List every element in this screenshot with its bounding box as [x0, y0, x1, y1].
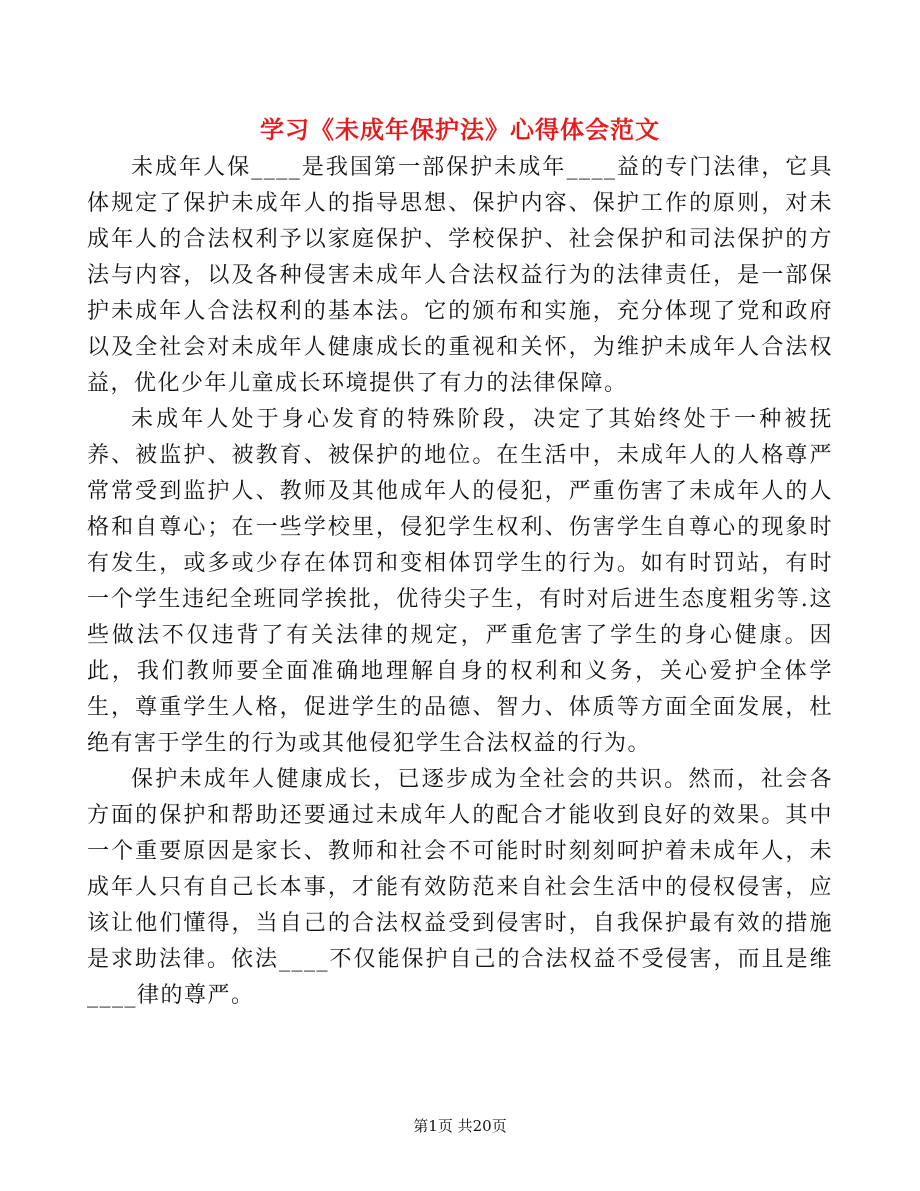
paragraph-1: 未成年人保____是我国第一部保护未成年____益的专门法律，它具体规定了保护未成年人的指导思想、保护内容、保护工作的原则，对未成年人的合法权利予以家庭保护、学校保护、社会保护和司法保护的方法与内容，以及各种侵害未成年人合法权益行为的法律责任，是一部保护未成年人合法权利的基本法。它的颁布和实施，充分体现了党和政府以及全社会对未成年人健康成长的重视和关怀，为维护未成年人合法权益，优化少年儿童成长环境提供了有力的法律保障。 — [87, 155, 833, 396]
page-number-footer: 第1页 共20页 — [413, 1117, 507, 1135]
document-body — [87, 150, 833, 1014]
document-title: 学习《未成年保护法》心得体会范文 — [260, 116, 660, 144]
paragraph-3: 保护未成年人健康成长，已逐步成为全社会的共识。然而，社会各方面的保护和帮助还要通过未成年人的配合才能收到良好的效果。其中一个重要原因是家长、教师和社会不可能时时刻刻呵护着未成年人，未成年人只有自己长本事，才能有效防范来自社会生活中的侵权侵害，应该让他们懂得，当自己的合法权益受到侵害时，自我保护最有效的措施是求助法律。依法____不仅能保护自己的合法权益不受侵害，而且是维____律的尊严。 — [87, 767, 833, 1008]
paragraph-2: 未成年人处于身心发育的特殊阶段，决定了其始终处于一种被抚养、被监护、被教育、被保护的地位。在生活中，未成年人的人格尊严常常受到监护人、教师及其他成年人的侵犯，严重伤害了未成年人的人格和自尊心；在一些学校里，侵犯学生权利、伤害学生自尊心的现象时有发生，或多或少存在体罚和变相体罚学生的行为。如有时罚站，有时一个学生违纪全班同学挨批，优待尖子生，有时对后进生态度粗劣等.这些做法不仅违背了有关法律的规定，严重危害了学生的身心健康。因此，我们教师要全面准确地理解自身的权利和义务，关心爱护全体学生，尊重学生人格，促进学生的品德、智力、体质等方面全面发展，杜绝有害于学生的行为或其他侵犯学生合法权益的行为。 — [87, 407, 833, 756]
